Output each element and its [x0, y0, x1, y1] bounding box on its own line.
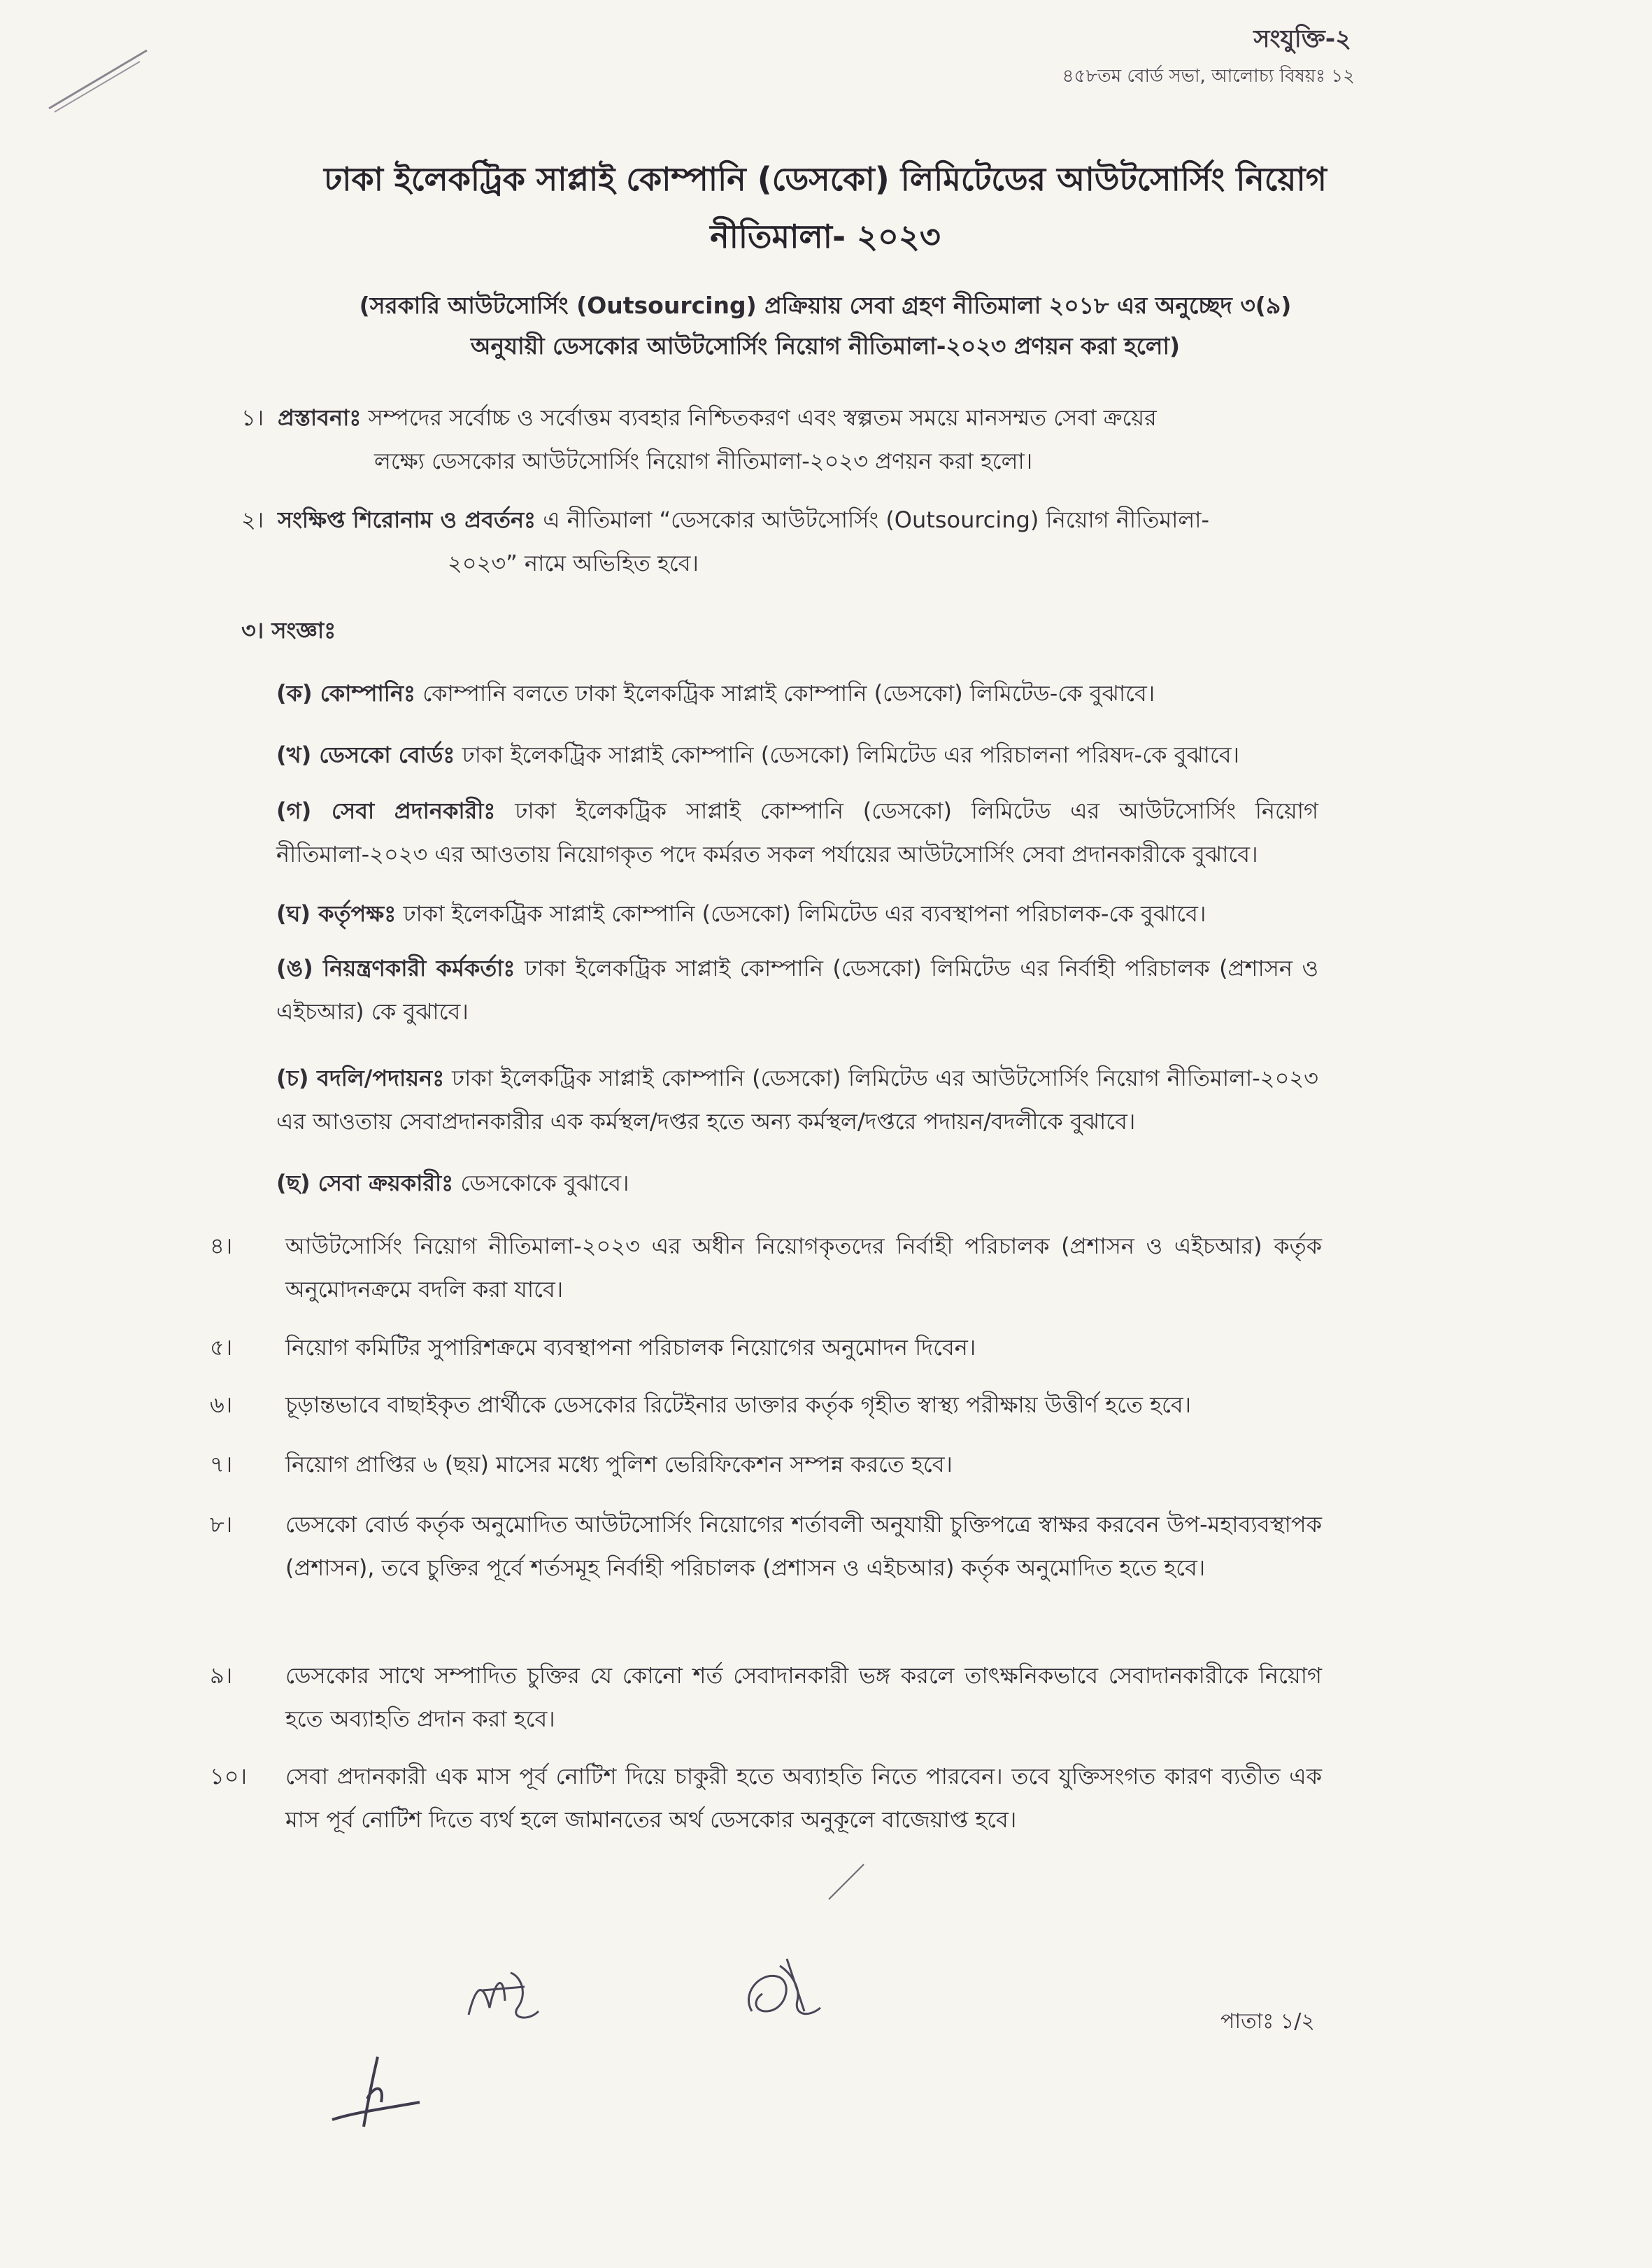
definition-text: ঢাকা ইলেকট্রিক সাপ্লাই কোম্পানি (ডেসকো) লিমিটেড এর ব্যবস্থাপনা পরিচালক-কে বুঝাবে।	[396, 900, 1206, 927]
item-number: ৭।	[210, 1451, 233, 1477]
item-text: ডেসকোর সাথে সম্পাদিত চুক্তির যে কোনো শর্ত সেবাদানকারী ভঙ্গ করলে তাৎক্ষনিকভাবে সেবাদানকারীকে নিয়োগ হতে অব্যাহতি প্রদান করা হবে।	[285, 1662, 1322, 1732]
policy-item	[210, 1383, 1322, 1426]
policy-item	[210, 1755, 1322, 1841]
item-number: ৬।	[210, 1391, 233, 1418]
item-number: ৪।	[210, 1233, 233, 1259]
item-number: ৮।	[210, 1511, 233, 1538]
document-title	[210, 150, 1441, 265]
signature-initials-1	[462, 1959, 546, 2036]
definition-item	[276, 789, 1318, 876]
signature-initials-3	[325, 2050, 423, 2134]
section-heading: সংজ্ঞাঃ	[271, 617, 336, 644]
definition-item	[276, 672, 1318, 715]
item-number: ১০।	[210, 1763, 248, 1789]
item-number: ৯।	[210, 1662, 233, 1689]
definition-text: ঢাকা ইলেকট্রিক সাপ্লাই কোম্পানি (ডেসকো) লিমিটেড এর আউটসোর্সিং নিয়োগ নীতিমালা-২০২৩ এর আওতায় নিয়োগকৃত পদে কর্মরত সকল পর্যায়ের আউটসোর্সিং সেবা প্রদানকারীকে বুঝাবে।	[276, 798, 1318, 867]
section-preamble	[241, 396, 1318, 483]
policy-item	[210, 1326, 1322, 1369]
definition-text: ডেসকোকে বুঝাবে।	[453, 1170, 629, 1196]
definition-term: (ঙ) নিয়ন্ত্রণকারী কর্মকর্তাঃ	[276, 955, 515, 981]
definition-term: (ছ) সেবা ক্রয়কারীঃ	[276, 1170, 454, 1196]
definition-item	[276, 1056, 1318, 1143]
section-heading: প্রস্তাবনাঃ	[278, 404, 362, 431]
pen-stroke-mark	[825, 1861, 867, 1903]
title-line-2: নীতিমালা- ২০২৩	[710, 218, 941, 255]
definition-item	[276, 733, 1318, 777]
definition-item	[276, 892, 1318, 935]
document-subtitle	[252, 285, 1399, 367]
definition-term: (চ) বদলি/পদায়নঃ	[276, 1065, 445, 1091]
definition-text: ঢাকা ইলেকট্রিক সাপ্লাই কোম্পানি (ডেসকো) লিমিটেড এর পরিচালনা পরিষদ-কে বুঝাবে।	[455, 742, 1240, 768]
item-number: ৫।	[210, 1334, 233, 1361]
definition-term: (ক) কোম্পানিঃ	[276, 680, 416, 707]
item-text: নিয়োগ কমিটির সুপারিশক্রমে ব্যবস্থাপনা পরিচালক নিয়োগের অনুমোদন দিবেন।	[285, 1334, 976, 1361]
definition-text: ঢাকা ইলেকট্রিক সাপ্লাই কোম্পানি (ডেসকো) লিমিটেড এর আউটসোর্সিং নিয়োগ নীতিমালা-২০২৩ এর আওতায় সেবাপ্রদানকারীর এক কর্মস্থল/দপ্তর হতে অন্য কর্মস্থল/দপ্তরে পদায়ন/বদলীকে বুঝাবে।	[276, 1065, 1318, 1135]
policy-item	[210, 1443, 1322, 1486]
definition-term: (খ) ডেসকো বোর্ডঃ	[276, 742, 455, 768]
item-text: চূড়ান্তভাবে বাছাইকৃত প্রার্থীকে ডেসকোর রিটেইনার ডাক্তার কর্তৃক গৃহীত স্বাস্থ্য পরীক্ষায় উত্তীর্ণ হতে হবে।	[285, 1391, 1192, 1418]
section-text-line-2: ২০২৩” নামে অভিহিত হবে।	[448, 550, 699, 576]
section-heading: সংক্ষিপ্ত শিরোনাম ও প্রবর্তনঃ	[278, 506, 536, 533]
section-number: ২।	[241, 506, 264, 533]
section-number: ১।	[241, 404, 264, 431]
title-line-1: ঢাকা ইলেকট্রিক সাপ্লাই কোম্পানি (ডেসকো) লিমিটেডের আউটসোর্সিং নিয়োগ	[324, 160, 1327, 198]
item-text: সেবা প্রদানকারী এক মাস পূর্ব নোটিশ দিয়ে চাকুরী হতে অব্যাহতি নিতে পারবেন। তবে যুক্তিসংগত কারণ ব্যতীত এক মাস পূর্ব নোটিশ দিতে ব্যর্থ হলে জামানতের অর্থ ডেসকোর অনুকূলে বাজেয়াপ্ত হবে।	[285, 1763, 1322, 1833]
section-definitions-heading	[241, 609, 381, 652]
section-text-line-1: সম্পদের সর্বোচ্চ ও সর্বোত্তম ব্যবহার নিশ্চিতকরণ এবং স্বল্পতম সময়ে মানসম্মত সেবা ক্রয়ের	[361, 404, 1157, 431]
item-text: ডেসকো বোর্ড কর্তৃক অনুমোদিত আউটসোর্সিং নিয়োগের শর্তাবলী অনুযায়ী চুক্তিপত্রে স্বাক্ষর করবেন উপ-মহাব্যবস্থাপক (প্রশাসন), তবে চুক্তির পূর্বে শর্তসমূহ নির্বাহী পরিচালক (প্রশাসন ও এইচআর) কর্তৃক অনুমোদিত হতে হবে।	[285, 1511, 1322, 1581]
section-short-title	[241, 498, 1318, 585]
definition-term: (ঘ) কর্তৃপক্ষঃ	[276, 900, 397, 927]
definition-item	[276, 1161, 1318, 1205]
policy-item	[210, 1654, 1322, 1741]
section-text-line-2: লক্ষ্যে ডেসকোর আউটসোর্সিং নিয়োগ নীতিমালা-২০২৩ প্রণয়ন করা হলো।	[374, 448, 1033, 474]
subtitle-line-1: (সরকারি আউটসোর্সিং (Outsourcing) প্রক্রিয়ায় সেবা গ্রহণ নীতিমালা ২০১৮ এর অনুচ্ছেদ ৩(৯)	[359, 292, 1292, 319]
definition-item	[276, 947, 1318, 1033]
page-number: পাতাঃ ১/২	[1220, 2009, 1315, 2034]
section-text-line-1: এ নীতিমালা “ডেসকোর আউটসোর্সিং (Outsourcing) নিয়োগ নীতিমালা-	[536, 506, 1210, 533]
definition-term: (গ) সেবা প্রদানকারীঃ	[276, 798, 496, 824]
board-reference: ৪৫৮তম বোর্ড সভা, আলোচ্য বিষয়ঃ ১২	[1062, 66, 1355, 87]
item-text: নিয়োগ প্রাপ্তির ৬ (ছয়) মাসের মধ্যে পুলিশ ভেরিফিকেশন সম্পন্ন করতে হবে।	[285, 1451, 953, 1477]
annex-label: সংযুক্তি-২	[1253, 25, 1351, 53]
definition-text: ঢাকা ইলেকট্রিক সাপ্লাই কোম্পানি (ডেসকো) লিমিটেড এর নির্বাহী পরিচালক (প্রশাসন ও এইচআর) কে বুঝাবে।	[276, 955, 1318, 1025]
policy-item	[210, 1503, 1322, 1589]
subtitle-line-2: অনুযায়ী ডেসকোর আউটসোর্সিং নিয়োগ নীতিমালা-২০২৩ প্রণয়ন করা হলো)	[470, 332, 1181, 360]
definition-text: কোম্পানি বলতে ঢাকা ইলেকট্রিক সাপ্লাই কোম্পানি (ডেসকো) লিমিটেড-কে বুঝাবে।	[415, 680, 1155, 707]
signature-initials-2	[738, 1945, 829, 2029]
section-number: ৩।	[241, 617, 264, 644]
item-text: আউটসোর্সিং নিয়োগ নীতিমালা-২০২৩ এর অধীন নিয়োগকৃতদের নির্বাহী পরিচালক (প্রশাসন ও এইচআর) কর্তৃক অনুমোদনক্রমে বদলি করা যাবে।	[285, 1233, 1322, 1303]
pen-stroke-mark	[42, 42, 154, 119]
policy-item	[210, 1224, 1322, 1311]
